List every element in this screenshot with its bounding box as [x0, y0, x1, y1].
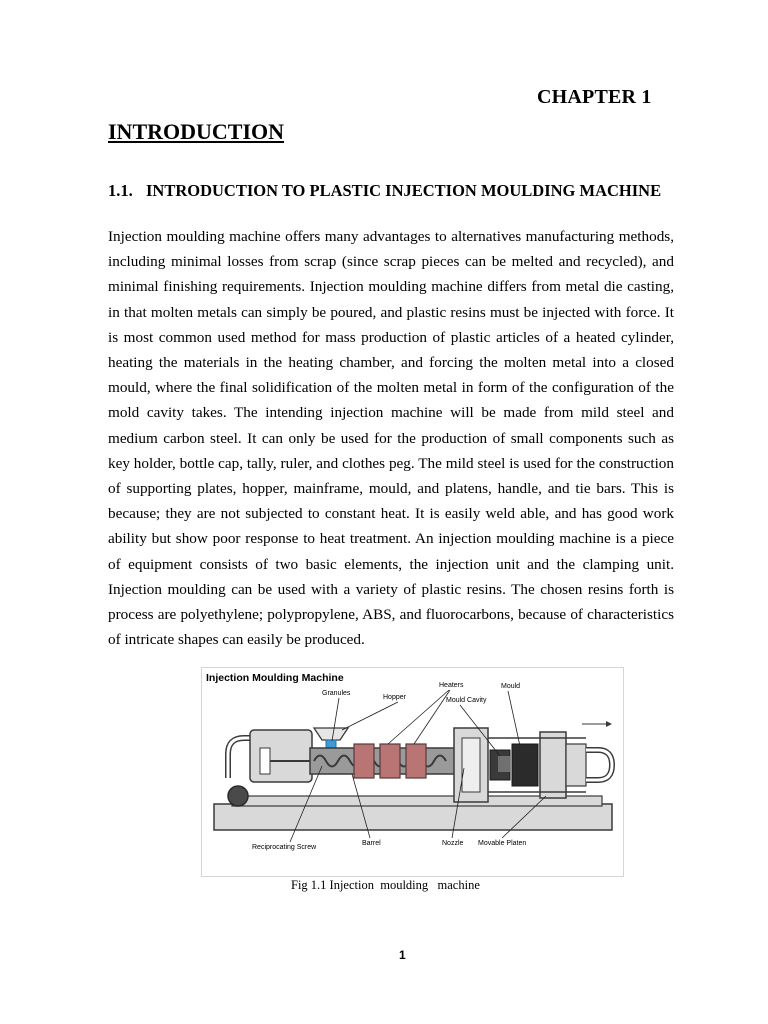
figure-injection-machine [201, 667, 624, 877]
injection-housing [250, 730, 312, 782]
movable-platen-shape [540, 732, 566, 798]
motor-wheel [228, 786, 248, 806]
label-nozzle: Nozzle [442, 840, 464, 847]
section-title: INTRODUCTION TO PLASTIC INJECTION MOULDING MACHINE [146, 181, 662, 200]
machine-base [214, 804, 612, 830]
hydraulic-cylinder [260, 748, 270, 774]
label-mould: Mould [501, 683, 521, 690]
heater-band-3 [406, 744, 426, 778]
mould-half-moving [512, 744, 538, 786]
heater-band-2 [380, 744, 400, 778]
body-paragraph: Injection moulding machine offers many advantages to alternatives manufacturing methods, including minimal losses from scrap (since scrap pieces can be melted and recycled), and minimal finishing requirements. Injection moulding machine differs from metal die casting, in that molten metals can simply be poured, and plastic resins must be injected with force. It is most common used method for mass production of plastic articles of a heated cylinder, heating the materials in the heating chamber, and forcing the molten metal into a closed mould, where the final solidification of the molten metal in form of the configuration of the mold cavity takes. The intending injection machine will be made from mild steel and medium carbon steel. It can only be used for the production of small components such as key holder, bottle cap, tally, ruler, and clothes peg. The mild steel is used for the construction of supporting plates, hopper, mainframe, mould, and platens, handle, and tie bars. This is because; they are not subjected to constant heat. It is easily weld able, and has good work ability but show poor response to heat treatment. An injection moulding machine is a piece of equipment consists of two basic elements, the injection unit and the clamping unit. Injection moulding can be used with a variety of plastic resins. The chosen resins forth is process are polyethylene; polypropylene, ABS, and fluorocarbons, because of characteristics of intricate shapes can easily be produced. [108, 228, 674, 649]
clamping-unit [566, 744, 586, 786]
label-barrel: Barrel [362, 840, 381, 847]
figure-title: Injection Moulding Machine [206, 672, 344, 684]
main-heading: INTRODUCTION [108, 119, 285, 144]
label-hopper: Hopper [383, 694, 406, 701]
section-number: 1.1. [108, 181, 133, 200]
section-heading [108, 181, 678, 200]
mould-cavity-shape [498, 756, 510, 772]
label-movable-platen: Movable Platen [478, 840, 527, 847]
label-heaters: Heaters [439, 682, 464, 689]
label-granules: Granules [322, 690, 351, 697]
figure-caption: Fig 1.1 Injection moulding machine [291, 878, 480, 892]
machine-diagram [202, 668, 623, 876]
heater-band-1 [354, 744, 374, 778]
label-mould-cavity: Mould Cavity [446, 697, 487, 704]
chapter-heading: CHAPTER 1 [537, 86, 652, 108]
label-reciprocating-screw: Reciprocating Screw [252, 844, 317, 851]
page-number: 1 [399, 948, 406, 962]
